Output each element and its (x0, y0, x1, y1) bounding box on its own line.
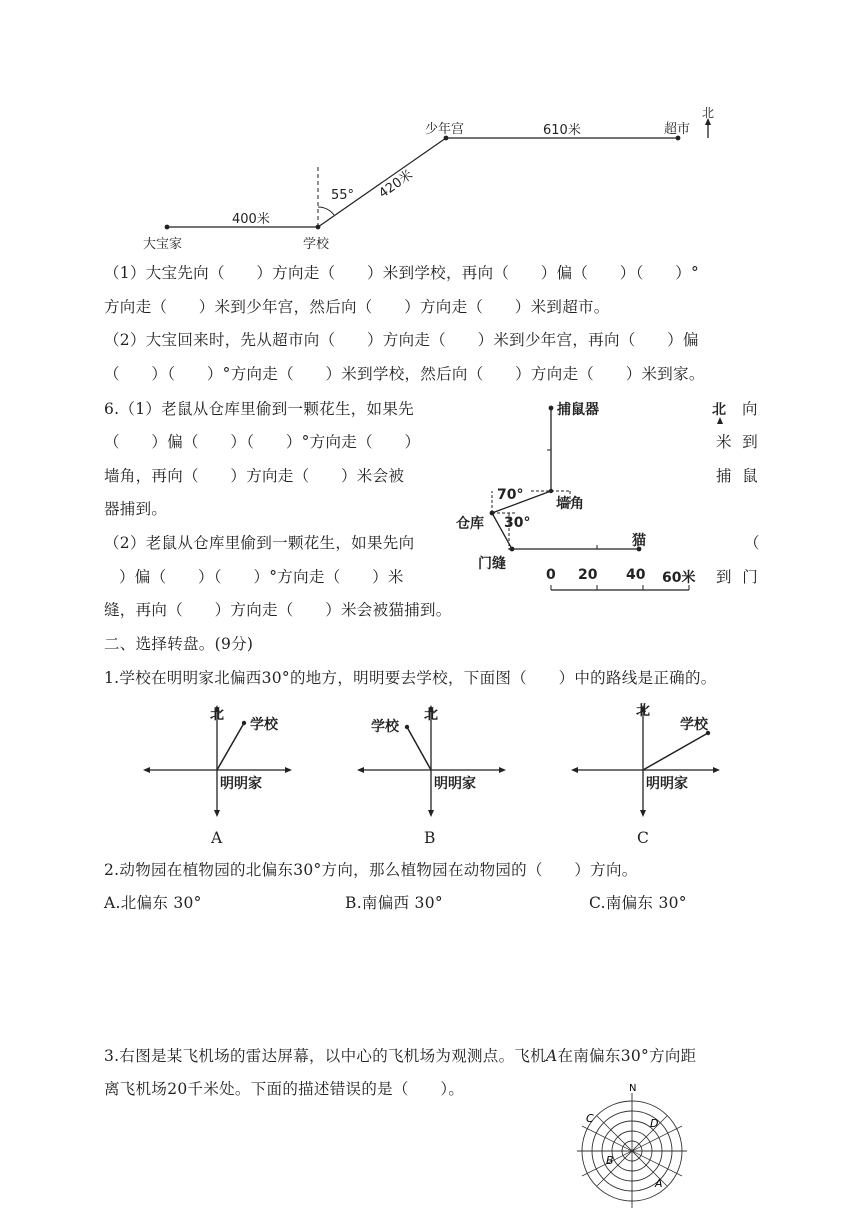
mc1-b-home: 明明家 (434, 776, 476, 792)
q6-line3: 墙角，再向（ ）方向走（ ）米会被 (104, 467, 405, 485)
radar-label-c: C (586, 1112, 594, 1125)
point-trap (549, 406, 554, 411)
mc1-a-letter: A (211, 829, 223, 847)
mc1-a-north: 北 (210, 707, 224, 723)
q5-part1-line2: 方向走（ ）米到少年宫，然后向（ ）方向走（ ）米到超市。 (104, 298, 610, 316)
q6-right-5: （ (744, 534, 760, 552)
mc3-line1 (104, 1046, 696, 1066)
mc2-option-a: A.北偏东 30° (104, 894, 202, 912)
radar-label-a: A (655, 1177, 663, 1190)
radar-label-b: B (606, 1154, 614, 1167)
q5-part2-line1: （2）大宝回来时，先从超市向（ ）方向走（ ）米到少年宫，再向（ ）偏 (104, 331, 699, 349)
angle-arc (318, 207, 334, 215)
mc3-line1-text: 3.右图是某飞机场的雷达屏幕，以中心的飞机场为观测点。飞机 (104, 1047, 546, 1065)
q6-right-1: 向 (742, 400, 758, 418)
q6-line7: 缝，再向（ ）方向走（ ）米会被猫捕到。 (104, 601, 452, 619)
radar-north: N (629, 1083, 637, 1094)
section-title: 二、选择转盘。(9分) (104, 635, 254, 653)
mc1-c-north: 北 (636, 703, 650, 719)
mc1-b-letter: B (424, 829, 436, 847)
label-angle-70: 70° (497, 487, 524, 503)
scale-label-60: 60米 (662, 570, 696, 586)
map2-north-label: 北 (712, 402, 726, 418)
label-distance-610: 610米 (543, 123, 581, 138)
mc1-a-home: 明明家 (220, 776, 262, 792)
q6-right-3: 捕 鼠 (716, 467, 758, 485)
q6-right-6: 到 门 (716, 568, 758, 586)
mc2-option-c: C.南偏东 30° (589, 894, 687, 912)
label-distance-420: 420米 (376, 167, 416, 202)
q6-line5: （2）老鼠从仓库里偷到一颗花生，如果先向 (104, 534, 415, 552)
radar-screen (573, 1080, 691, 1208)
label-trap: 捕鼠器 (557, 402, 599, 418)
label-distance-400: 400米 (232, 212, 270, 227)
q6-line6: ）偏（ ）（ ）°方向走（ ）米 (119, 568, 404, 586)
label-warehouse: 仓库 (456, 516, 484, 532)
mc1-b-school: 学校 (371, 719, 399, 735)
label-angle-30: 30° (504, 515, 531, 531)
scale-label-20: 20 (578, 567, 598, 583)
point-home (165, 225, 170, 230)
q6-right-2: 米 到 (716, 433, 758, 451)
scale-label-0: 0 (546, 567, 556, 583)
q6-line1: 6.（1）老鼠从仓库里偷到一颗花生，如果先 (104, 400, 414, 418)
mc1-c-school: 学校 (680, 717, 708, 733)
mc3-line2: 离飞机场20千米处。下面的描述错误的是（ ）。 (104, 1080, 465, 1098)
label-corner: 墙角 (556, 496, 584, 512)
q5-part2-line2: （ ）（ ）°方向走（ ）米到学校，然后向（ ）方向走（ ）米到家。 (104, 365, 705, 383)
label-palace: 少年宫 (425, 122, 465, 137)
scale-label-40: 40 (626, 567, 646, 583)
label-cat: 猫 (632, 533, 646, 549)
radar-label-d: D (650, 1117, 659, 1130)
mc1-b-north: 北 (424, 707, 438, 723)
mc2-option-b: B.南偏西 30° (345, 894, 443, 912)
label-home: 大宝家 (143, 237, 183, 252)
point-school (316, 225, 321, 230)
point-door (510, 547, 515, 552)
mc3-plane-label: A (546, 1047, 558, 1065)
mc2-question: 2.动物园在植物园的北偏东30°方向，那么植物园在动物园的（ ）方向。 (104, 861, 638, 879)
mc1-question: 1.学校在明明家北偏西30°的地方，明明要去学校，下面图（ ）中的路线是正确的。 (104, 669, 717, 687)
q5-part1-line1: （1）大宝先向（ ）方向走（ ）米到学校，再向（ ）偏（ ）（ ）° (104, 264, 700, 282)
label-market: 超市 (664, 122, 691, 137)
mc1-a-school: 学校 (250, 717, 278, 733)
mc1-c-letter: C (637, 829, 650, 847)
label-school: 学校 (303, 237, 330, 252)
label-door: 门缝 (478, 556, 506, 572)
map1-north-label: 北 (702, 106, 715, 120)
mc3-line1b-text: 在南偏东30°方向距 (557, 1047, 697, 1065)
mc1-c-home: 明明家 (646, 776, 688, 792)
q6-line4: 器捕到。 (104, 500, 168, 518)
label-angle-55: 55° (331, 188, 355, 203)
q6-line2: （ ）偏（ ）（ ）°方向走（ ） (104, 433, 421, 451)
